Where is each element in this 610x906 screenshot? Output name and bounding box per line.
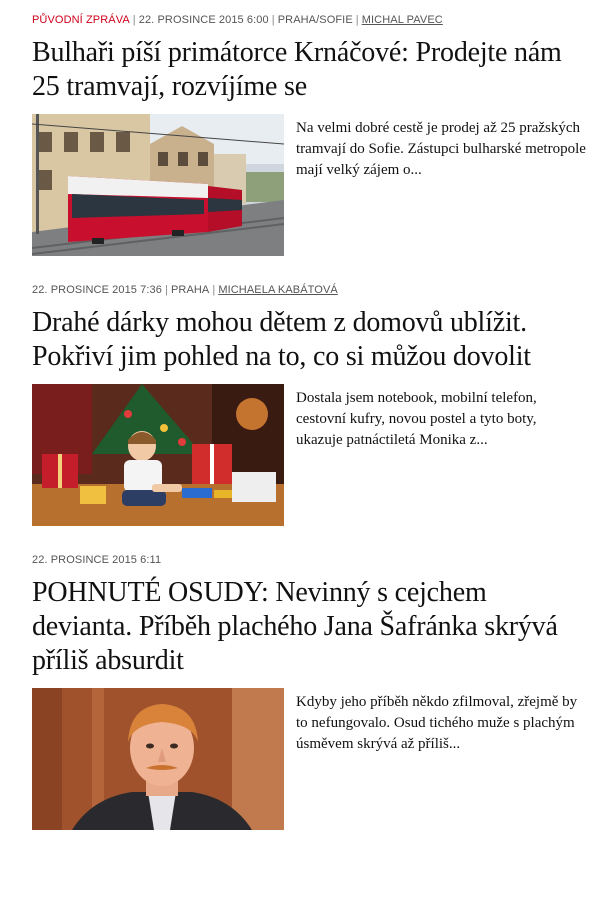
christmas-photo [32, 384, 284, 526]
article-perex: Na velmi dobré cestě je prodej až 25 pražských tramvají do Sofie. Zástupci bulharské metropole mají velký zájem o... [296, 120, 586, 178]
article-date: 22. PROSINCE 2015 7:36 [32, 284, 162, 296]
article-body [32, 384, 592, 526]
article-body [32, 688, 592, 830]
article-item [32, 12, 592, 256]
portrait-photo [32, 688, 284, 830]
article-thumbnail-portrait[interactable] [32, 688, 284, 830]
article-location: PRAHA/SOFIE [277, 14, 353, 26]
article-author-link[interactable]: MICHAL PAVEC [361, 14, 443, 26]
article-item [32, 282, 592, 526]
article-title-link[interactable]: POHNUTÉ OSUDY: Nevinný s cejchem devianta. Příběh plachého Jana Šafránka skrývá příliš absurdit [32, 577, 558, 676]
article-meta [32, 552, 592, 568]
article-location: PRAHA [170, 284, 210, 296]
article-meta: PŮVODNÍ ZPRÁVA | 22. PROSINCE 2015 6:00 | PRAHA/SOFIE | MICHAL PAVEC [32, 14, 443, 26]
article-body [32, 114, 592, 256]
tram-photo [32, 114, 284, 256]
article-label: PŮVODNÍ ZPRÁVA [32, 14, 130, 26]
article-perex: Kdyby jeho příběh někdo zfilmoval, zřejmě by to nefungovalo. Osud tichého muže s plachým úsměvem skrývá až příliš... [296, 694, 578, 752]
article-author-link[interactable]: MICHAELA KABÁTOVÁ [218, 284, 338, 296]
article-thumbnail-gifts[interactable] [32, 384, 284, 526]
article-date: 22. PROSINCE 2015 6:00 [138, 14, 269, 26]
article-thumbnail-tram[interactable] [32, 114, 284, 256]
article-perex: Dostala jsem notebook, mobilní telefon, cestovní kufry, novou postel a tyto boty, ukazuje patnáctiletá Monika z... [296, 390, 537, 448]
article-title-link[interactable]: Bulhaři píší primátorce Krnáčové: Prodejte nám 25 tramvají, rozvíjíme se [32, 37, 562, 102]
article-item [32, 552, 592, 830]
article-date: 22. PROSINCE 2015 6:11 [32, 554, 162, 566]
article-meta: 22. PROSINCE 2015 7:36 | PRAHA | MICHAELA KABÁTOVÁ [32, 284, 338, 296]
article-title-link[interactable]: Drahé dárky mohou dětem z domovů ublížit. Pokřiví jim pohled na to, co si můžou dovolit [32, 307, 531, 372]
